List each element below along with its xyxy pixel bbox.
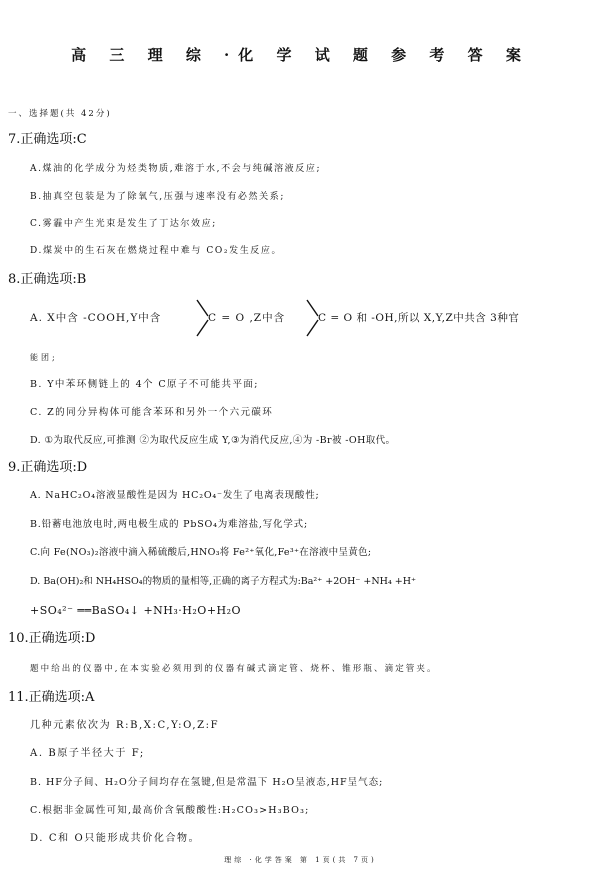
q8-option-a-part3: C = O 和 -OH,所以 X,Y,Z中共含 3种官	[318, 312, 520, 324]
q9-option-a: A. NaHC₂O₄溶液显酸性是因为 HC₂O₄⁻发生了电离表现酸性;	[30, 490, 320, 501]
q10-answer: 10.正确选项:D	[8, 631, 96, 646]
q8-option-a-part1: A. X中含 -COOH,Y中含	[30, 312, 162, 324]
q9-option-b: B.铅蓄电池放电时,两电极生成的 PbSO₄为难溶盐,写化学式;	[30, 519, 308, 530]
q11-option-a: A. B原子半径大于 F;	[30, 748, 145, 759]
q11-option-d: D. C和 O只能形成共价化合物。	[30, 833, 201, 844]
section-heading: 一、选择题(共 42分)	[8, 109, 112, 119]
q8-option-d: D. ①为取代反应,可推测 ②为取代反应生成 Y,③为消代反应,④为 -Br被 -OH取代。	[30, 435, 396, 446]
q7-option-a: A.煤油的化学成分为烃类物质,难溶于水,不会与纯碱溶液反应;	[30, 164, 322, 174]
q9-option-d-line2: +SO₄²⁻ ══BaSO₄↓ +NH₃·H₂O+H₂O	[30, 604, 242, 617]
q9-option-c: C.向 Fe(NO₃)₂溶液中滴入稀硫酸后,HNO₃将 Fe²⁺氧化,Fe³⁺在溶液中呈黄色;	[30, 547, 372, 558]
q8-option-a-part2: C = O ,Z中含	[208, 312, 286, 324]
q8-option-c: C. Z的同分异构体可能含苯环和另外一个六元碳环	[30, 407, 274, 418]
page-footer: 理综 ·化学答案 第 1页(共 7页)	[224, 856, 377, 864]
q7-option-d: D.煤炭中的生石灰在燃烧过程中难与 CO₂发生反应。	[30, 246, 283, 256]
q11-intro: 几种元素依次为 R:B,X:C,Y:O,Z:F	[30, 720, 220, 731]
q11-option-c: C.根据非金属性可知,最高价含氧酸酸性:H₂CO₃>H₃BO₃;	[30, 805, 310, 816]
q10-explanation: 题中给出的仪器中,在本实验必须用到的仪器有碱式滴定管、烧杯、锥形瓶、滴定管夹。	[30, 664, 438, 674]
q8-option-a-continued: 能团;	[30, 353, 58, 362]
page-title: 高 三 理 综 ·化 学 试 题 参 考 答 案	[71, 46, 530, 64]
q11-answer: 11.正确选项:A	[8, 690, 95, 705]
q7-answer: 7.正确选项:C	[8, 132, 87, 147]
q7-option-b: B.抽真空包装是为了除氧气,压强与速率没有必然关系;	[30, 192, 285, 202]
q8-answer: 8.正确选项:B	[8, 272, 87, 287]
q11-option-b: B. HF分子间、H₂O分子间均存在氢键,但是常温下 H₂O呈液态,HF呈气态;	[30, 777, 384, 788]
q9-answer: 9.正确选项:D	[8, 460, 88, 475]
q7-option-c: C.雾霾中产生光束是发生了丁达尔效应;	[30, 219, 217, 229]
q8-option-b: B. Y中苯环侧链上的 4个 C原子不可能共平面;	[30, 379, 259, 390]
q9-option-d-line1: D. Ba(OH)₂和 NH₄HSO₄的物质的量相等,正确的离子方程式为:Ba²⁺ +2OH⁻ +NH₄ +H⁺	[30, 576, 417, 587]
